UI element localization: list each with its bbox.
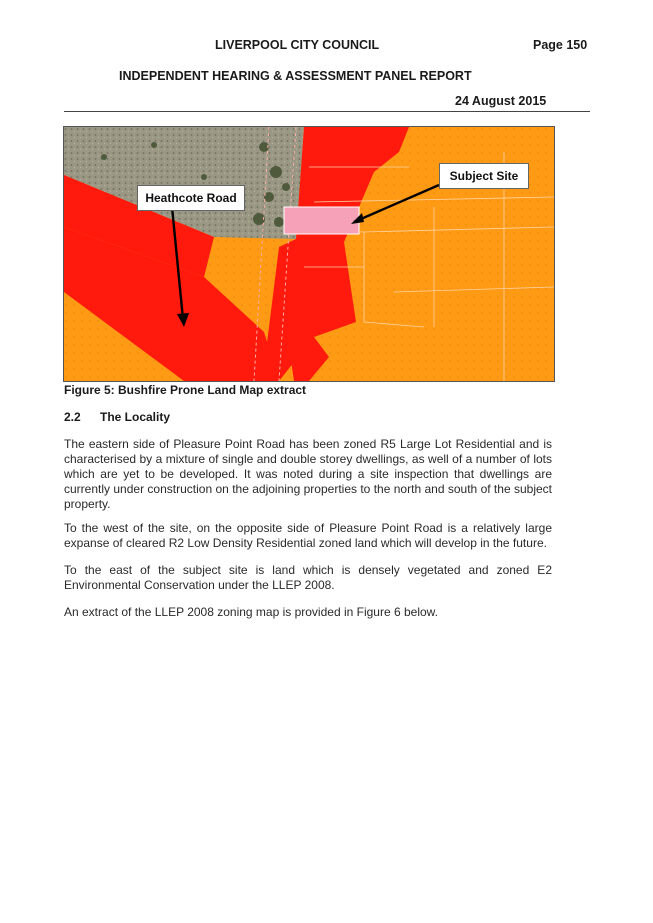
section-number: 2.2 <box>64 410 81 424</box>
subject-site-label: Subject Site <box>439 163 529 189</box>
figure-caption: Figure 5: Bushfire Prone Land Map extract <box>64 383 307 397</box>
council-name: LIVERPOOL CITY COUNCIL <box>215 38 380 52</box>
paragraph-eastern-side: The eastern side of Pleasure Point Road has been zoned R5 Large Lot Residential and is characterised by a mixture of single and double storey dwellings, as well of a number of lots which are yet to be developed. It was noted during a site inspection that dwellings are currently under construction on the adjoining properties to the north and south of the subject property. <box>64 437 552 511</box>
section-heading <box>64 410 170 424</box>
report-title: INDEPENDENT HEARING & ASSESSMENT PANEL REPORT <box>119 69 472 83</box>
page-number: Page 150 <box>533 38 588 52</box>
section-title: The Locality <box>100 410 171 424</box>
report-date: 24 August 2015 <box>455 94 547 108</box>
paragraph-western-side: To the west of the site, on the opposite side of Pleasure Point Road is a relatively large expanse of cleared R2 Low Density Residential zoned land which will develop in the future. <box>64 521 552 550</box>
header-divider <box>64 111 590 112</box>
subject-site-parcel <box>284 207 359 234</box>
heathcote-road-label: Heathcote Road <box>137 185 245 211</box>
paragraph-east-of-site: To the east of the subject site is land which is densely vegetated and zoned E2 Environmental Conservation under the LLEP 2008. <box>64 563 552 592</box>
paragraph-zoning-extract: An extract of the LLEP 2008 zoning map is provided in Figure 6 below. <box>64 605 439 619</box>
